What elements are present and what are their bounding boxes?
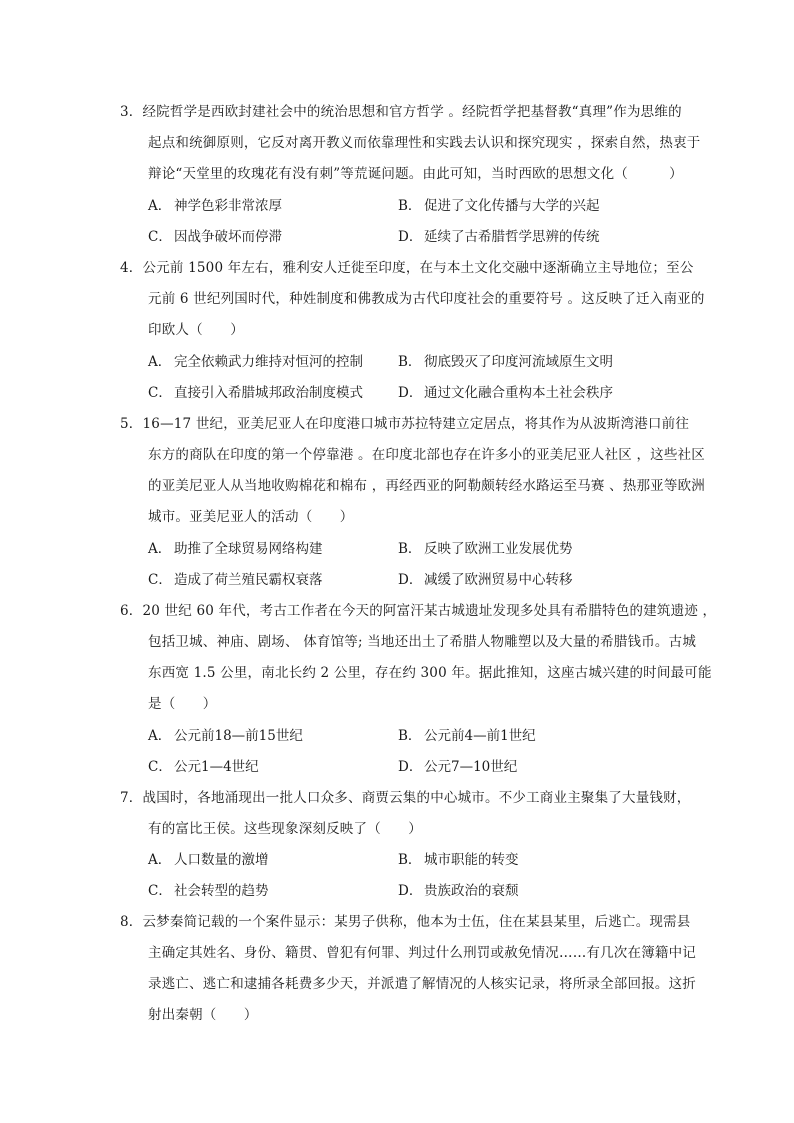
question-7-option-a[interactable] [148, 852, 269, 868]
question-7-option-c[interactable] [148, 883, 269, 899]
option-letter: B． [398, 541, 422, 557]
question-5-option-d[interactable] [398, 572, 573, 588]
option-letter: A． [148, 852, 172, 868]
option-letter: A． [148, 728, 172, 744]
question-4-stem-line-3: 印欧人（ ） [148, 322, 244, 338]
option-letter: A． [148, 354, 172, 370]
option-text: 促进了文化传播与大学的兴起 [424, 198, 600, 214]
question-5-option-c[interactable] [148, 572, 323, 588]
question-4-stem-line-2: 元前 6 世纪列国时代，种姓制度和佛教成为古代印度社会的重要符号 。这反映了迁入南亚的 [148, 291, 705, 307]
option-letter: C． [148, 759, 172, 775]
option-letter: A． [148, 198, 172, 214]
question-4-option-b[interactable] [398, 354, 613, 370]
question-4-option-c[interactable] [148, 385, 363, 401]
question-7-stem-line-1: 7．战国时，各地涌现出一批人口众多、商贾云集的中心城市。不少工商业主聚集了大量钱财， [120, 790, 691, 806]
question-5-option-a[interactable] [148, 541, 323, 557]
question-5-stem-line-4: 城市。亚美尼亚人的活动（ ） [148, 509, 354, 525]
option-text: 反映了欧洲工业发展优势 [424, 541, 573, 557]
question-6-stem-line-3: 东西宽 1.5 公里，南北长约 2 公里，存在约 300 年。据此推知，这座古城兴建的时间最可能 [148, 665, 712, 681]
option-letter: C． [148, 883, 172, 899]
question-3-option-a[interactable] [148, 198, 282, 214]
option-text: 延续了古希腊哲学思辨的传统 [424, 229, 600, 245]
option-text: 彻底毁灭了印度河流域原生文明 [424, 354, 613, 370]
option-text: 直接引入希腊城邦政治制度模式 [174, 385, 363, 401]
option-text: 公元前4—前1世纪 [424, 728, 536, 744]
option-letter: B． [398, 728, 422, 744]
option-text: 城市职能的转变 [424, 852, 519, 868]
option-letter: C． [148, 229, 172, 245]
option-letter: B． [398, 198, 422, 214]
question-8-stem-line-4: 射出秦朝（ ） [148, 1007, 258, 1023]
option-letter: D． [398, 229, 423, 245]
question-3-stem-line-2: 起点和统御原则，它反对离开教义而依靠理性和实践去认识和探究现实 ，探索自然，热衷于 [148, 135, 701, 151]
question-7-stem-line-2: 有的富比王侯。这些现象深刻反映了（ ） [148, 821, 422, 837]
question-5-option-b[interactable] [398, 541, 573, 557]
option-letter: B． [398, 852, 422, 868]
question-5-stem-line-1: 5．16—17 世纪，亚美尼亚人在印度港口城市苏拉特建立定居点，将其作为从波斯湾港口前往 [120, 416, 690, 432]
question-3-option-c[interactable] [148, 229, 282, 245]
question-3-option-d[interactable] [398, 229, 600, 245]
option-letter: D． [398, 572, 423, 588]
question-6-stem-line-4: 是（ ） [148, 696, 217, 712]
option-text: 通过文化融合重构本土社会秩序 [424, 385, 613, 401]
question-8-stem-line-1: 8．云梦秦简记载的一个案件显示：某男子供称，他本为士伍，住在某县某里，后逃亡。现需县 [120, 914, 691, 930]
question-5-stem-line-3: 的亚美尼亚人从当地收购棉花和棉布 ，再经西亚的阿勒颇转经水路运至马赛 、热那亚等欧洲 [148, 478, 705, 494]
option-text: 公元7—10世纪 [424, 759, 518, 775]
question-6-stem-line-2: 包括卫城、神庙、剧场、 体育馆等; 当地还出土了希腊人物雕塑以及大量的希腊钱币。古城 [148, 634, 697, 650]
question-7-option-d[interactable] [398, 883, 519, 899]
option-letter: D． [398, 759, 423, 775]
option-letter: D． [398, 385, 423, 401]
question-6-option-a[interactable] [148, 728, 303, 744]
option-letter: A． [148, 541, 172, 557]
question-6-option-d[interactable] [398, 759, 517, 775]
option-letter: C． [148, 385, 172, 401]
question-3-stem-line-3: 辩论“天堂里的玫瑰花有没有刺”等荒诞问题。由此可知，当时西欧的思想文化（ ） [148, 166, 683, 182]
question-8-stem-line-3: 录逃亡、逃亡和逮捕各耗费多少天，并派遣了解情况的人核实记录，将所录全部回报。这折 [148, 976, 696, 992]
option-letter: C． [148, 572, 172, 588]
option-text: 造成了荷兰殖民霸权衰落 [174, 572, 323, 588]
option-text: 公元1—4世纪 [174, 759, 259, 775]
option-text: 完全依赖武力维持对恒河的控制 [174, 354, 363, 370]
option-text: 减缓了欧洲贸易中心转移 [424, 572, 573, 588]
question-4-option-d[interactable] [398, 385, 613, 401]
option-text: 社会转型的趋势 [174, 883, 269, 899]
question-3-stem-line-1: 3．经院哲学是西欧封建社会中的统治思想和官方哲学 。经院哲学把基督教“真理”作为思维的 [120, 104, 682, 120]
option-letter: B． [398, 354, 422, 370]
option-text: 贵族政治的衰颓 [424, 883, 519, 899]
option-letter: D． [398, 883, 423, 899]
option-text: 公元前18—前15世纪 [174, 728, 303, 744]
question-3-option-b[interactable] [398, 198, 600, 214]
question-4-option-a[interactable] [148, 354, 363, 370]
option-text: 人口数量的激增 [174, 852, 269, 868]
question-8-stem-line-2: 主确定其姓名、身份、籍贯、曾犯有何罪、判过什么刑罚或赦免情况……有几次在簿籍中记 [148, 945, 696, 961]
question-6-option-c[interactable] [148, 759, 259, 775]
question-4-stem-line-1: 4．公元前 1500 年左右，雅利安人迁徙至印度，在与本土文化交融中逐渐确立主导地位；至公 [120, 260, 694, 276]
option-text: 因战争破坏而停滞 [174, 229, 282, 245]
question-6-stem-line-1: 6．20 世纪 60 年代，考古工作者在今天的阿富汗某古城遗址发现多处具有希腊特色的建筑遗迹 ， [120, 603, 717, 619]
question-6-option-b[interactable] [398, 728, 536, 744]
question-7-option-b[interactable] [398, 852, 519, 868]
option-text: 助推了全球贸易网络构建 [174, 541, 323, 557]
option-text: 神学色彩非常浓厚 [174, 198, 282, 214]
question-5-stem-line-2: 东方的商队在印度的第一个停靠港 。在印度北部也存在许多小的亚美尼亚人社区 ，这些社区 [148, 447, 705, 463]
